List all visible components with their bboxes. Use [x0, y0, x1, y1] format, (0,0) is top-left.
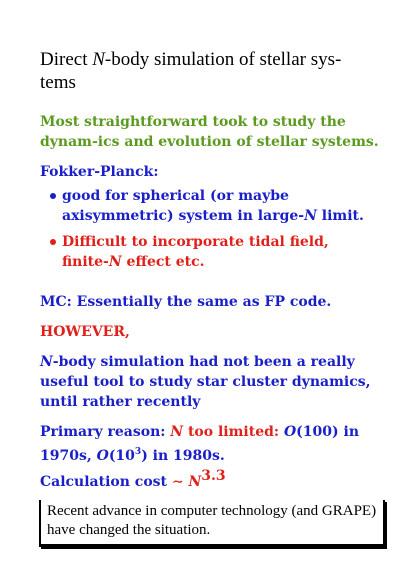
calculation-cost: [40, 466, 380, 492]
title-text-cont: -body simulation of stellar sys-: [104, 49, 342, 70]
intro-text: Most straightforward took to study the dynam-ics and evolution of stellar systems.: [40, 114, 379, 150]
cost-sim: ∼: [171, 474, 189, 490]
slide-title: [40, 48, 380, 94]
primary-o2: O: [96, 448, 109, 464]
nbody-text: -body simulation had not been a really useful tool to study star cluster dynamics, until rather recently: [40, 354, 371, 410]
list-item: [40, 186, 380, 226]
bullet-italic: N: [108, 254, 122, 270]
bullet-italic: N: [304, 208, 317, 224]
nbody-paragraph: [40, 352, 380, 412]
cost-exp: 3.3: [201, 468, 226, 484]
slide-page: [40, 40, 380, 547]
mc-text: MC: Essentially the same as FP code.: [40, 294, 332, 310]
cost-n: N: [188, 474, 202, 490]
primary-limited: too limited:: [183, 424, 284, 440]
fp-bullet-list: [40, 186, 380, 272]
bullet-text: good for spherical (or maybe axisymmetric) system in large-: [62, 188, 305, 224]
primary-reason: [40, 422, 380, 466]
bullet-text-end: effect etc.: [121, 254, 205, 270]
primary-o2-post: ): [141, 448, 148, 464]
title-line2: tems: [40, 72, 76, 93]
bullet-dot-icon: [50, 239, 56, 245]
conclusion-box: Recent advance in computer technology (and GRAPE) have changed the situation.: [39, 500, 385, 547]
title-text: Direct: [40, 49, 93, 70]
primary-o2-pre: (10: [108, 448, 135, 464]
primary-o2-exp: 3: [134, 447, 142, 457]
nbody-italic-n: N: [40, 354, 53, 370]
primary-o1-val: (100): [296, 424, 339, 440]
primary-label: Primary reason:: [40, 424, 171, 440]
primary-1970: in 1970s,: [40, 424, 360, 464]
list-item: [40, 232, 380, 272]
primary-1980: in 1980s.: [147, 448, 225, 464]
cost-label: Calculation cost: [40, 474, 172, 490]
bullet-text-end: limit.: [316, 208, 364, 224]
primary-n: N: [170, 424, 184, 440]
fokker-planck-heading: Fokker-Planck:: [40, 164, 159, 180]
bullet-dot-icon: [50, 193, 56, 199]
title-italic-n: N: [92, 49, 105, 70]
bullet-text: Difficult to incorporate tidal field, finite-: [62, 234, 329, 270]
primary-o1: O: [283, 424, 297, 440]
however-text: HOWEVER,: [40, 324, 130, 340]
